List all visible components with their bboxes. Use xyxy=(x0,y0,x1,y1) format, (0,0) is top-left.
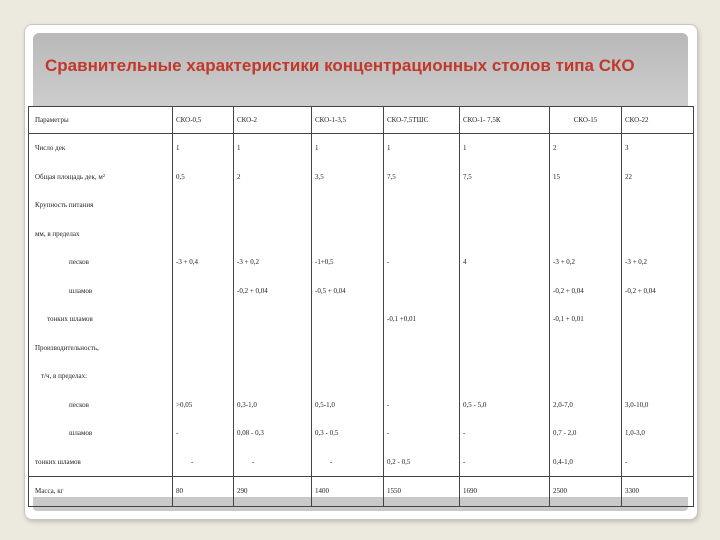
column-header: СКО-1- 7,5К xyxy=(460,107,550,134)
table-cell: -3 + 0,2 xyxy=(550,248,622,277)
table-cell xyxy=(173,305,234,334)
row-label: т/ч, в пределах: xyxy=(29,362,173,391)
table-cell: -0,1 +0,01 xyxy=(384,305,460,334)
table-cell: - xyxy=(384,419,460,448)
row-label: тонких шламов xyxy=(29,305,173,334)
table-row xyxy=(29,448,694,477)
table-row xyxy=(29,305,694,334)
table-cell xyxy=(550,334,622,363)
table-cell: - xyxy=(173,419,234,448)
table-row xyxy=(29,163,694,192)
table-cell: 4 xyxy=(460,248,550,277)
table-cell xyxy=(234,334,312,363)
table-cell xyxy=(384,334,460,363)
row-label: шламов xyxy=(29,419,173,448)
table-cell: 1690 xyxy=(460,477,550,507)
table-cell: 1550 xyxy=(384,477,460,507)
table-cell xyxy=(460,334,550,363)
row-label: тонких шламов xyxy=(29,448,173,477)
column-header: СКО-22 xyxy=(622,107,694,134)
table-cell: -0,2 + 0,04 xyxy=(622,277,694,306)
table-cell xyxy=(234,220,312,249)
table-cell xyxy=(173,191,234,220)
table-cell: - xyxy=(384,391,460,420)
table-cell: 7,5 xyxy=(460,163,550,192)
table-cell: - xyxy=(312,448,384,477)
table-cell: 0,3 - 0,5 xyxy=(312,419,384,448)
table-cell xyxy=(550,362,622,391)
table-cell xyxy=(460,191,550,220)
table-cell xyxy=(173,362,234,391)
column-header: СКО-1-3,5 xyxy=(312,107,384,134)
table-cell: >0,05 xyxy=(173,391,234,420)
table-cell: 3,0-10,0 xyxy=(622,391,694,420)
column-header: СКО-15 xyxy=(550,107,622,134)
table-cell: -0,2 + 0,04 xyxy=(550,277,622,306)
table-row xyxy=(29,362,694,391)
table-row xyxy=(29,277,694,306)
table-row xyxy=(29,191,694,220)
table-cell xyxy=(312,305,384,334)
table-cell xyxy=(173,334,234,363)
table-cell xyxy=(384,220,460,249)
table-cell xyxy=(460,305,550,334)
table-cell: 80 xyxy=(173,477,234,507)
row-label: мм, в пределах xyxy=(29,220,173,249)
table-cell xyxy=(460,220,550,249)
table-cell xyxy=(622,362,694,391)
table-cell xyxy=(622,334,694,363)
table-cell xyxy=(622,305,694,334)
table-cell: 2,0-7,0 xyxy=(550,391,622,420)
table-cell: - xyxy=(234,448,312,477)
table-row xyxy=(29,134,694,163)
table-cell: - xyxy=(622,448,694,477)
table-cell: 0,4-1,0 xyxy=(550,448,622,477)
table-cell xyxy=(384,362,460,391)
row-label: Крупность питания xyxy=(29,191,173,220)
table-cell xyxy=(460,277,550,306)
row-label: Число дек xyxy=(29,134,173,163)
table-cell: 0,7 - 2,0 xyxy=(550,419,622,448)
table-row xyxy=(29,391,694,420)
table-cell xyxy=(312,334,384,363)
table-cell: 0,08 - 0,3 xyxy=(234,419,312,448)
table-cell: -1+0,5 xyxy=(312,248,384,277)
table-cell: 1 xyxy=(312,134,384,163)
column-header: Параметры xyxy=(29,107,173,134)
table-cell: -0,1 + 0,01 xyxy=(550,305,622,334)
table-header-row xyxy=(29,107,694,134)
table-cell: -3 + 0,2 xyxy=(622,248,694,277)
table-cell: 0,2 - 0,5 xyxy=(384,448,460,477)
table-cell xyxy=(384,277,460,306)
table-cell xyxy=(173,220,234,249)
table-cell: - xyxy=(173,448,234,477)
table-cell xyxy=(550,191,622,220)
table-cell: 1 xyxy=(173,134,234,163)
column-header: СКО-0,5 xyxy=(173,107,234,134)
table-cell xyxy=(384,191,460,220)
row-label: шламов xyxy=(29,277,173,306)
table-cell: -3 + 0,4 xyxy=(173,248,234,277)
row-label: Общая площадь дек, м² xyxy=(29,163,173,192)
table-cell: 2 xyxy=(550,134,622,163)
table-cell: 1,0-3,0 xyxy=(622,419,694,448)
table-cell: 3 xyxy=(622,134,694,163)
table-cell xyxy=(173,277,234,306)
table-cell: 290 xyxy=(234,477,312,507)
table-cell: 3,5 xyxy=(312,163,384,192)
table-cell xyxy=(234,362,312,391)
table-row xyxy=(29,334,694,363)
table-cell xyxy=(312,191,384,220)
table-cell: 0,5 - 5,0 xyxy=(460,391,550,420)
table-cell: 2 xyxy=(234,163,312,192)
table-cell: -0,2 + 0,04 xyxy=(234,277,312,306)
table-cell xyxy=(312,220,384,249)
table-cell: 0,3-1,0 xyxy=(234,391,312,420)
table-cell: -3 + 0,2 xyxy=(234,248,312,277)
table-cell xyxy=(622,220,694,249)
row-label: песков xyxy=(29,248,173,277)
table-cell: 22 xyxy=(622,163,694,192)
table-cell: 1 xyxy=(460,134,550,163)
table-cell xyxy=(622,191,694,220)
comparison-table xyxy=(28,106,693,494)
table-cell: 1400 xyxy=(312,477,384,507)
table-cell: 7,5 xyxy=(384,163,460,192)
table-cell: 15 xyxy=(550,163,622,192)
table-row xyxy=(29,477,694,507)
table-row xyxy=(29,248,694,277)
table-row xyxy=(29,419,694,448)
table-cell: 0,5 xyxy=(173,163,234,192)
column-header: СКО-7,5ТШС xyxy=(384,107,460,134)
table-cell xyxy=(312,362,384,391)
column-header: СКО-2 xyxy=(234,107,312,134)
slide-title: Сравнительные характеристики концентрационных столов типа СКО xyxy=(45,56,635,75)
table-cell xyxy=(234,305,312,334)
table-cell: -0,5 + 0,04 xyxy=(312,277,384,306)
table-row xyxy=(29,220,694,249)
table-cell: 0,5-1,0 xyxy=(312,391,384,420)
table-cell: 1 xyxy=(234,134,312,163)
table-cell: - xyxy=(384,248,460,277)
table-cell: - xyxy=(460,448,550,477)
table-cell xyxy=(234,191,312,220)
table-cell: 3300 xyxy=(622,477,694,507)
table-cell: - xyxy=(460,419,550,448)
table-cell: 2500 xyxy=(550,477,622,507)
row-label: Масса, кг xyxy=(29,477,173,507)
table-cell xyxy=(550,220,622,249)
row-label: песков xyxy=(29,391,173,420)
table-cell: 1 xyxy=(384,134,460,163)
table-cell xyxy=(460,362,550,391)
row-label: Производительность, xyxy=(29,334,173,363)
